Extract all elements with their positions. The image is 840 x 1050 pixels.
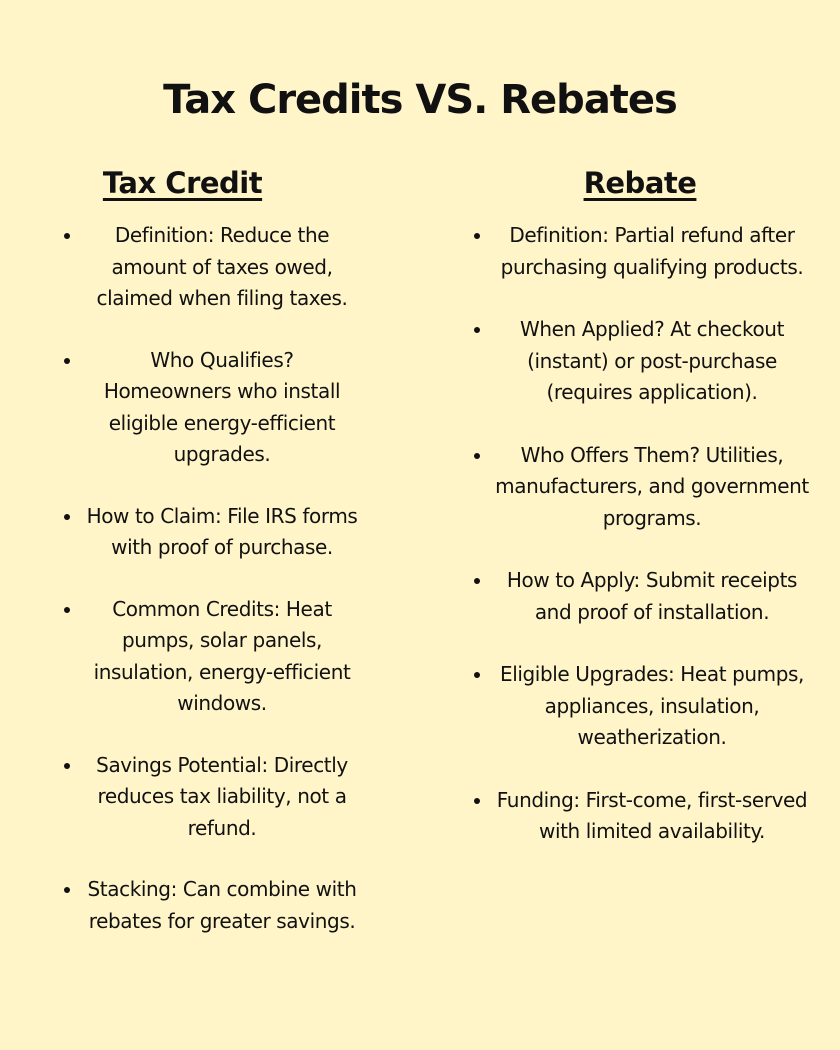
list-item <box>60 750 360 845</box>
list-item <box>60 345 360 471</box>
bullet-icon <box>64 887 70 893</box>
tax-credit-heading: Tax Credit <box>102 166 263 200</box>
bullet-icon <box>474 798 480 804</box>
list-item <box>60 501 360 564</box>
list-item-text: Definition: Reduce the amount of taxes owed, claimed when filing taxes. <box>96 223 348 310</box>
page-title: Tax Credits VS. Rebates <box>163 76 677 123</box>
list-item <box>470 785 810 848</box>
rebate-column <box>470 162 810 879</box>
bullet-icon <box>64 607 70 613</box>
bullet-icon <box>474 327 480 333</box>
list-item-text: Common Credits: Heat pumps, solar panels, insulation, energy-efficient windows. <box>93 596 351 715</box>
list-item <box>470 440 810 535</box>
list-item-text: Who Offers Them? Utilities, manufacturers, and government programs. <box>495 442 809 530</box>
list-item <box>60 594 360 720</box>
tax-credit-list <box>60 220 360 937</box>
list-item <box>60 874 360 937</box>
list-item <box>470 565 810 628</box>
bullet-icon <box>474 672 480 678</box>
bullet-icon <box>64 763 70 769</box>
list-item-text: Savings Potential: Directly reduces tax liability, not a refund. <box>96 752 348 840</box>
list-item-text: How to Claim: File IRS forms with proof of purchase. <box>86 503 358 559</box>
rebate-heading: Rebate <box>583 166 697 200</box>
list-item-text: How to Apply: Submit receipts and proof of installation. <box>506 568 798 624</box>
bullet-icon <box>64 514 70 520</box>
bullet-icon <box>474 578 480 584</box>
list-item-text: Eligible Upgrades: Heat pumps, appliances, insulation, weatherization. <box>499 662 805 749</box>
bullet-icon <box>64 233 70 239</box>
list-item <box>60 220 360 315</box>
list-item-text: Stacking: Can combine with rebates for greater savings. <box>87 877 357 933</box>
list-item-text: Funding: First-come, first-served with limited availability. <box>496 787 808 843</box>
list-item <box>470 220 810 283</box>
bullet-icon <box>474 453 480 459</box>
bullet-icon <box>64 358 70 364</box>
list-item <box>470 314 810 409</box>
list-item <box>470 659 810 754</box>
list-item-text: Definition: Partial refund after purchasing qualifying products. <box>500 223 804 279</box>
tax-credit-column <box>60 162 360 967</box>
bullet-icon <box>474 233 480 239</box>
rebate-list <box>470 220 810 848</box>
list-item-text: When Applied? At checkout (instant) or post-purchase (requires application). <box>519 317 785 404</box>
list-item-text: Who Qualifies? Homeowners who install eligible energy-efficient upgrades. <box>103 347 341 466</box>
